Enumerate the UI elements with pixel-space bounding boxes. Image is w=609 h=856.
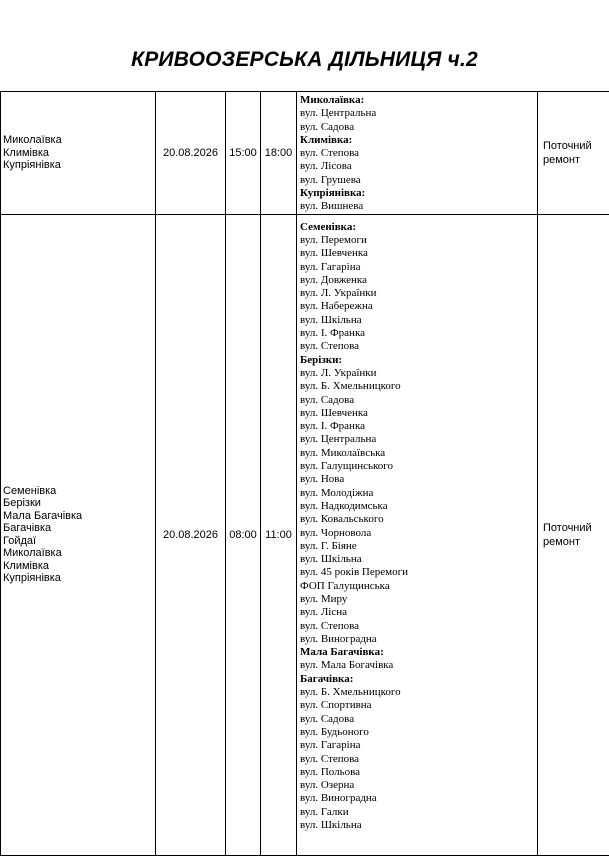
street-name: вул. Г. Біяне [300,540,537,553]
street-name: вул. Б. Хмельницкого [300,686,537,699]
street-name: вул. Центральна [300,107,537,120]
village-name: Миколаївка [3,134,155,147]
street-name: вул. Шевченка [300,247,537,260]
settlement-heading: Берізки: [300,354,537,367]
street-name: вул. Польова [300,766,537,779]
street-name: вул. Галки [300,806,537,819]
street-name: вул. Вишнева [300,200,537,213]
street-name: вул. Степова [300,753,537,766]
village-name: Багачівка [3,522,155,535]
street-name: вул. Шевченка [300,407,537,420]
work-type-cell [538,214,609,855]
street-name: вул. Виноградна [300,633,537,646]
work-type-text: ремонт [543,535,609,549]
street-name: ФОП Галущинська [300,580,537,593]
street-name: вул. Ковальського [300,513,537,526]
village-name: Гойдаї [3,535,155,548]
street-name: вул. Довженка [300,274,537,287]
streets-cell [297,214,538,855]
end-time-cell: 18:00 [261,92,297,215]
street-name: вул. Перемоги [300,234,537,247]
date-cell: 20.08.2026 [156,92,226,215]
street-name: вул. Грушева [300,174,537,187]
street-name: вул. Л. Українки [300,287,537,300]
street-name: вул. Молодіжна [300,487,537,500]
settlement-heading: Мала Багачівка: [300,646,537,659]
settlement-heading: Багачівка: [300,673,537,686]
date-cell: 20.08.2026 [156,214,226,855]
street-name: вул. Набережна [300,300,537,313]
street-name: вул. І. Франка [300,420,537,433]
settlement-heading: Климівка: [300,134,537,147]
start-time-cell: 15:00 [226,92,261,215]
village-name: Берізки [3,497,155,510]
village-name: Купріянівка [3,159,155,172]
village-name: Купріянівка [3,572,155,585]
street-name: вул. Лісна [300,606,537,619]
schedule-row [1,92,609,215]
street-name: вул. Шкільна [300,819,537,832]
street-name: вул. Центральна [300,433,537,446]
street-name: вул. І. Франка [300,327,537,340]
start-time-cell: 08:00 [226,214,261,855]
street-name: вул. Шкільна [300,314,537,327]
street-name: вул. Нова [300,473,537,486]
villages-cell [1,92,156,215]
page-title: КРИВООЗЕРСЬКА ДІЛЬНИЦЯ ч.2 [0,48,609,72]
village-name: Климівка [3,147,155,160]
street-name: вул. Б. Хмельницкого [300,380,537,393]
schedule-body [1,92,609,856]
villages-cell [1,214,156,855]
work-type-text: ремонт [543,153,609,167]
streets-cell [297,92,538,215]
street-name: вул. Садова [300,394,537,407]
street-name: вул. Галущинського [300,460,537,473]
street-name: вул. Шкільна [300,553,537,566]
street-name: вул. Степова [300,147,537,160]
street-name: вул. Лісова [300,160,537,173]
street-name: вул. Садова [300,121,537,134]
work-type-cell [538,92,609,215]
street-name: вул. Степова [300,340,537,353]
settlement-heading: Семенівка: [300,221,537,234]
street-name: вул. Виноградна [300,792,537,805]
settlement-heading: Купріянівка: [300,187,537,200]
village-name: Мала Багачівка [3,510,155,523]
street-name: вул. Гагаріна [300,739,537,752]
street-name: вул. Будьоного [300,726,537,739]
end-time-cell: 11:00 [261,214,297,855]
street-name: вул. Степова [300,620,537,633]
schedule-row [1,214,609,855]
work-type-text: Поточний [543,521,609,535]
street-name: вул. Спортивна [300,699,537,712]
village-name: Семенівка [3,485,155,498]
street-name: вул. 45 років Перемоги [300,566,537,579]
street-name: вул. Миру [300,593,537,606]
street-name: вул. Миколаївська [300,447,537,460]
street-name: вул. Надкодимська [300,500,537,513]
village-name: Миколаївка [3,547,155,560]
street-name: вул. Озерна [300,779,537,792]
street-name: вул. Л. Українки [300,367,537,380]
work-type-text: Поточний [543,139,609,153]
outage-schedule-table [0,91,609,856]
street-name: вул. Гагаріна [300,261,537,274]
street-name: вул. Чорновола [300,527,537,540]
village-name: Климівка [3,560,155,573]
settlement-heading: Миколаївка: [300,94,537,107]
street-name: вул. Мала Богачівка [300,659,537,672]
street-name: вул. Садова [300,713,537,726]
